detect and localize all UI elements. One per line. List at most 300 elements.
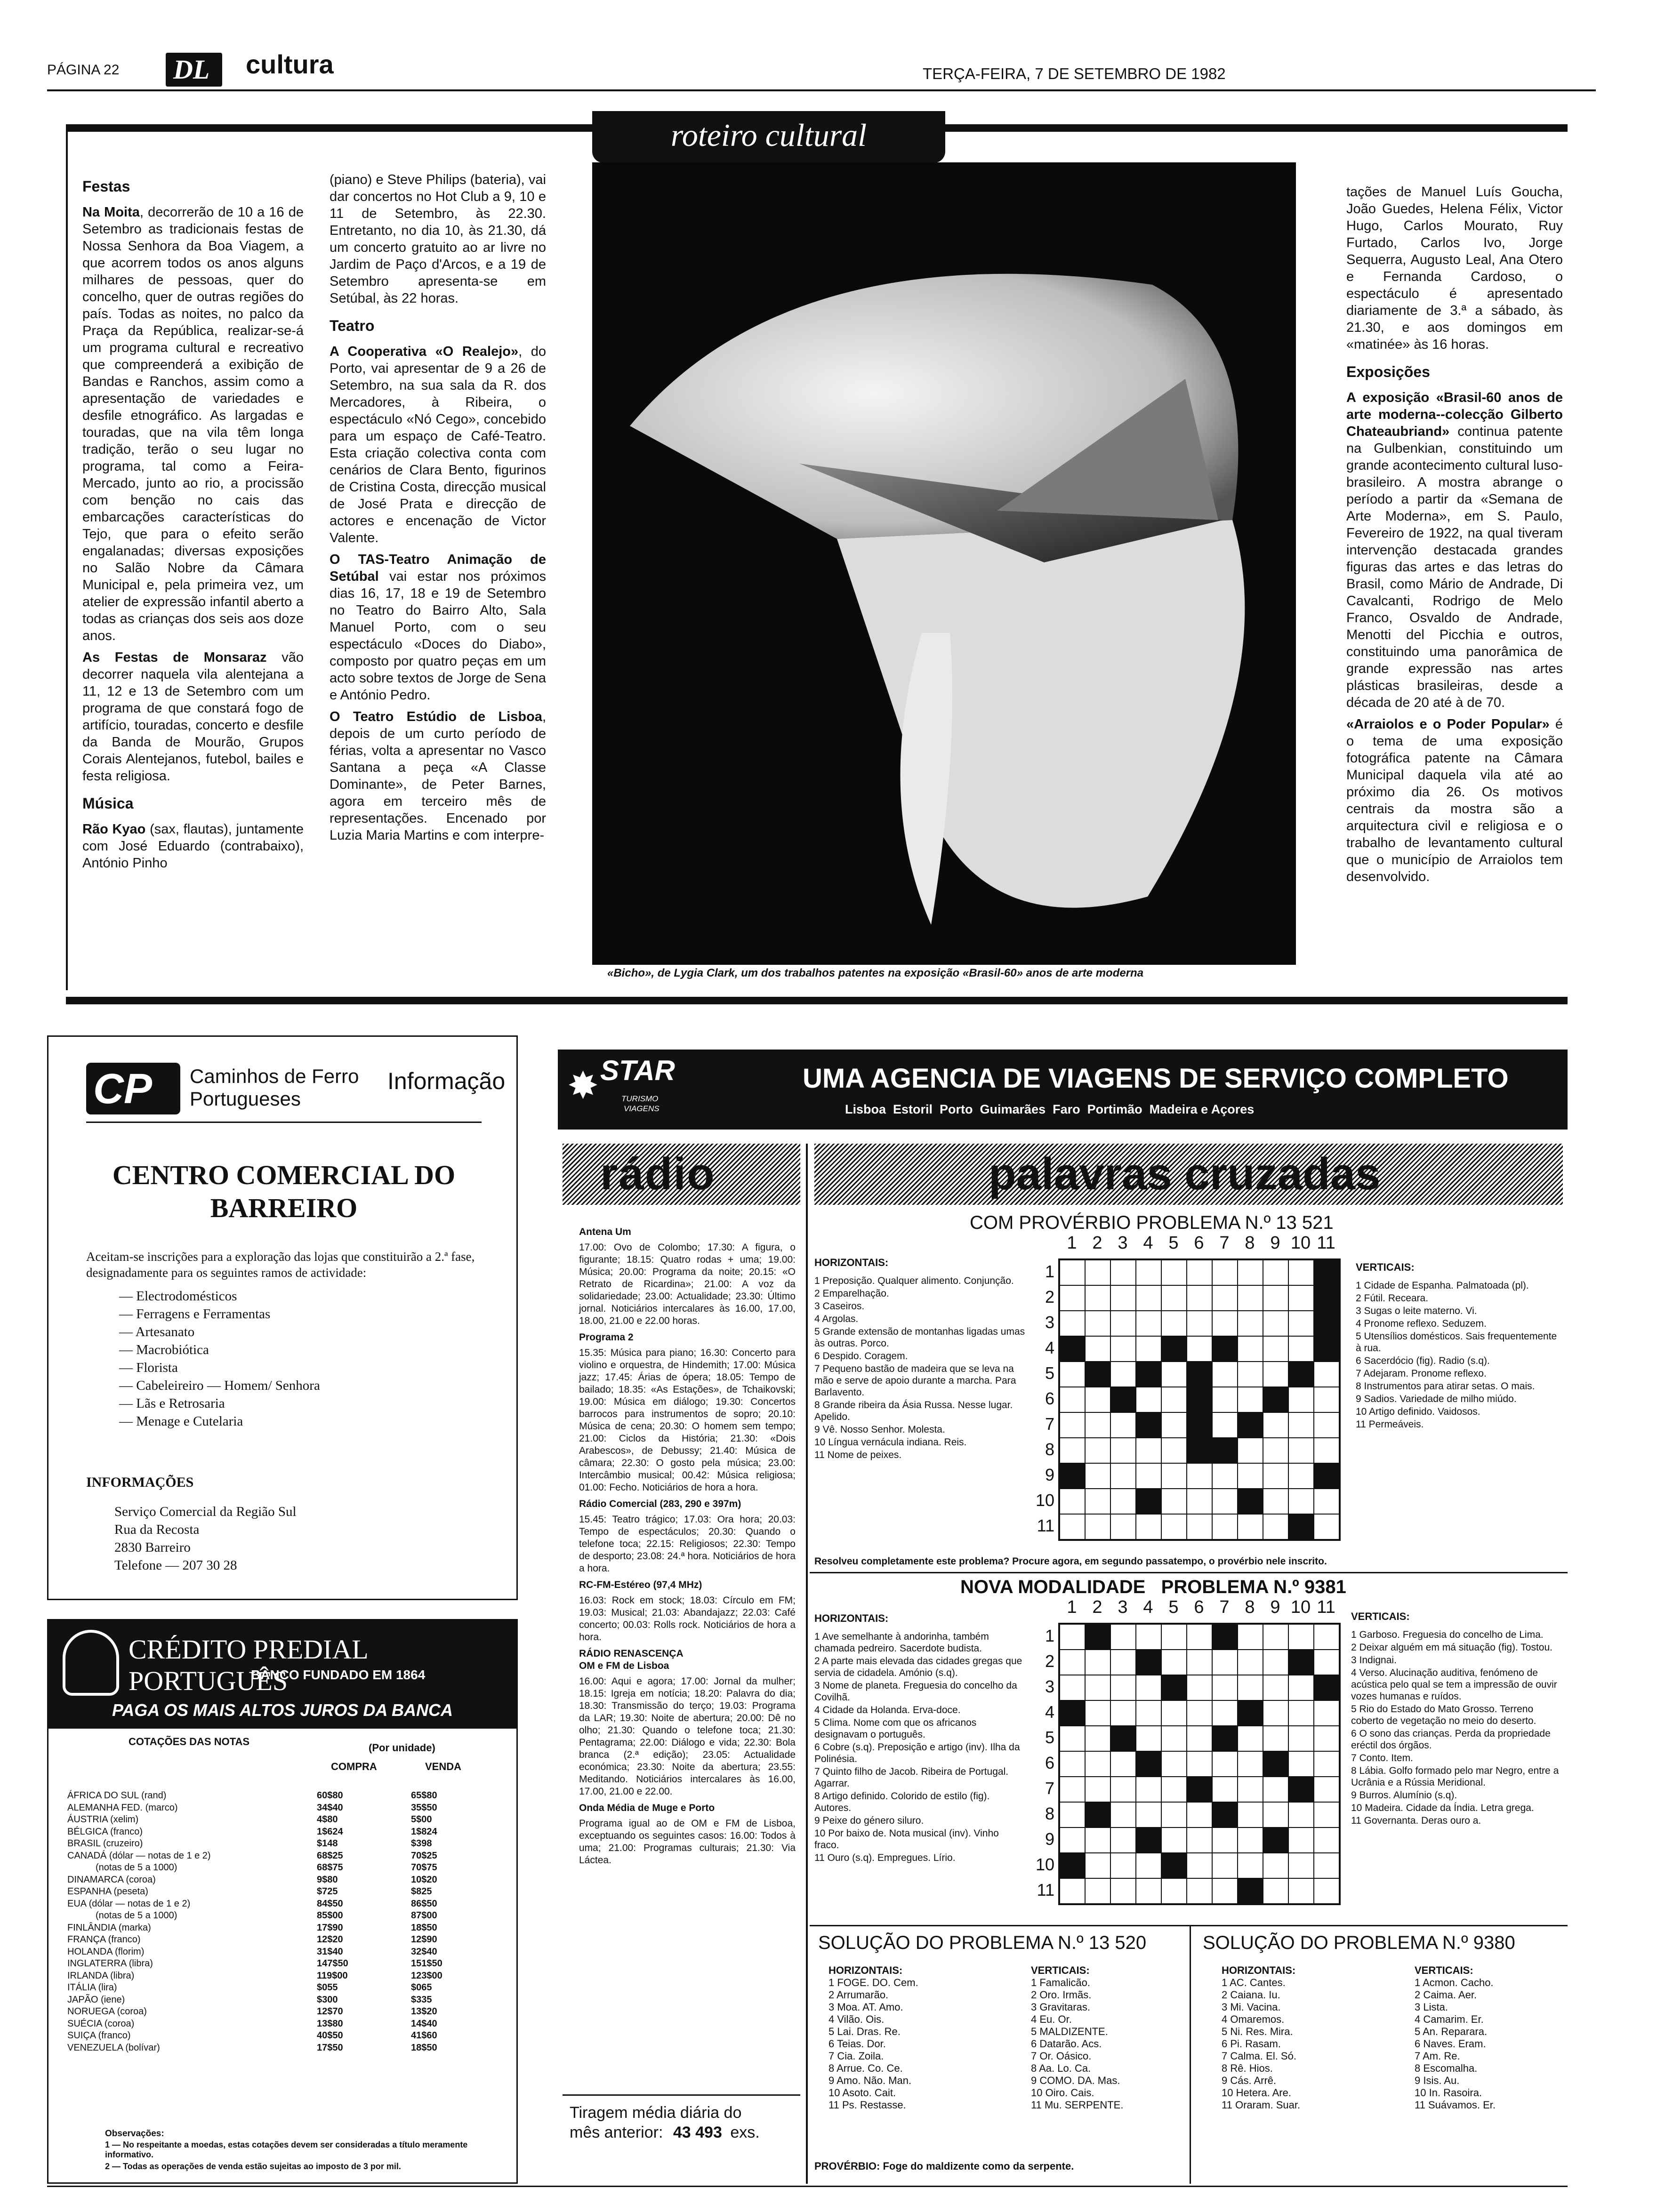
- crossword-cell[interactable]: [1314, 1777, 1339, 1802]
- crossword-cell[interactable]: [1238, 1260, 1263, 1285]
- crossword-cell[interactable]: [1238, 1777, 1263, 1802]
- crossword-cell[interactable]: [1212, 1675, 1238, 1700]
- crossword-cell[interactable]: [1212, 1362, 1238, 1387]
- crossword-cell[interactable]: [1060, 1802, 1085, 1827]
- rcfm-title: RC-FM-Estéreo (97,4 MHz): [579, 1579, 702, 1590]
- crossword-cell[interactable]: [1263, 1362, 1288, 1387]
- crossword-cell[interactable]: [1110, 1624, 1136, 1650]
- crossword-cell[interactable]: [1161, 1624, 1187, 1650]
- crossword-cell[interactable]: [1110, 1438, 1136, 1463]
- crossword-cell[interactable]: [1238, 1285, 1263, 1311]
- crossword-cell[interactable]: [1263, 1726, 1288, 1751]
- crossword-cell[interactable]: [1314, 1700, 1339, 1726]
- rate-currency: IRLANDA (libra): [67, 1970, 135, 1981]
- crossword-cell[interactable]: [1212, 1463, 1238, 1489]
- crossword-cell[interactable]: [1314, 1726, 1339, 1751]
- crossword-cell[interactable]: [1314, 1650, 1339, 1675]
- crossword-cell[interactable]: [1288, 1336, 1314, 1362]
- clue: 7 Pequeno bastão de madeira que se leva na mão e serve de apoio durante a marcha. Para Barlavento.: [814, 1363, 1016, 1398]
- crossword-cell[interactable]: [1060, 1260, 1085, 1285]
- crossword-cell[interactable]: [1212, 1751, 1238, 1777]
- crossword-cell: [1288, 1650, 1314, 1675]
- crossword-cell[interactable]: [1288, 1285, 1314, 1311]
- crossword-cell[interactable]: [1238, 1853, 1263, 1878]
- clue: 1 Ave semelhante à andorinha, também chamada pedreiro. Sacerdote budista.: [814, 1631, 989, 1654]
- clue: 10 Por baixo de. Nota musical (inv). Vinho fraco.: [814, 1828, 999, 1851]
- clue: 10 Oiro. Cais.: [1031, 2087, 1094, 2099]
- crossword-cell: [1212, 1802, 1238, 1827]
- crossword-cell[interactable]: [1085, 1463, 1110, 1489]
- crossword-cell[interactable]: [1263, 1853, 1288, 1878]
- crossword-cell[interactable]: [1263, 1260, 1288, 1285]
- crossword-cell[interactable]: [1060, 1751, 1085, 1777]
- crossword-cell[interactable]: [1085, 1751, 1110, 1777]
- crossword-cell[interactable]: [1212, 1514, 1238, 1539]
- crossword-cell[interactable]: [1110, 1675, 1136, 1700]
- cp-item: — Menage e Cutelaria: [119, 1414, 243, 1429]
- crossword-cell[interactable]: [1314, 1853, 1339, 1878]
- crossword-cell: [1060, 1700, 1085, 1726]
- cp-title-1: CENTRO COMERCIAL DO: [112, 1160, 456, 1190]
- clue: 3 Moa. AT. Amo.: [828, 2001, 903, 2013]
- crossword-cell[interactable]: [1085, 1285, 1110, 1311]
- crossword-cell[interactable]: [1187, 1311, 1212, 1336]
- sol1-proverb: PROVÉRBIO: Foge do maldizente como da serpente.: [814, 2160, 1074, 2172]
- crossword-cell[interactable]: [1060, 1878, 1085, 1904]
- rate-compra: 68$75: [317, 1862, 343, 1873]
- crossword-cell[interactable]: [1263, 1285, 1288, 1311]
- cw-row-number: 1: [1045, 1262, 1054, 1281]
- rate-currency: CANADÁ (dólar — notas de 1 e 2): [67, 1850, 211, 1861]
- rate-compra: 31$40: [317, 1946, 343, 1957]
- crossword-cell[interactable]: [1238, 1650, 1263, 1675]
- rate-venda: $825: [411, 1886, 432, 1897]
- crossword-cell[interactable]: [1161, 1311, 1187, 1336]
- crossword-cell[interactable]: [1136, 1514, 1161, 1539]
- crossword-cell[interactable]: [1161, 1387, 1187, 1412]
- crossword-cell: [1110, 1726, 1136, 1751]
- crossword-cell[interactable]: [1238, 1362, 1263, 1387]
- clue: 1 Preposição. Qualquer alimento. Conjunção.: [814, 1275, 1014, 1286]
- rate-compra: 13$80: [317, 2018, 343, 2029]
- crossword-cell[interactable]: [1085, 1650, 1110, 1675]
- crossword-cell[interactable]: [1314, 1362, 1339, 1387]
- crossword-cell[interactable]: [1110, 1650, 1136, 1675]
- crossword-cell[interactable]: [1161, 1751, 1187, 1777]
- crossword-cell[interactable]: [1238, 1438, 1263, 1463]
- rate-row: [67, 1826, 482, 1838]
- crossword-cell[interactable]: [1238, 1387, 1263, 1412]
- radio-title: rádio: [600, 1149, 716, 1199]
- realejo-para: A Cooperativa «O Realejo», do Porto, vai apresentar de 9 a 26 de Setembro, na sua sala da R. dos Mercadores, à Ribeira, o espectáculo «Nó Cego», concebido para um espaço de Café-Teatro. Esta criação colectiva conta com cenários de Clara Bento, figurinos de Cristina Costa, direcção musical de José Prata e direcção de actores e encenação de Victor Valente.: [330, 344, 546, 545]
- crossword-cell[interactable]: [1314, 1412, 1339, 1438]
- crossword-cell[interactable]: [1288, 1802, 1314, 1827]
- crossword-cell[interactable]: [1060, 1311, 1085, 1336]
- clue: 11 Nome de peixes.: [814, 1450, 902, 1460]
- clue: 4 Eu. Or.: [1031, 2013, 1072, 2025]
- star-cities: Lisboa Estoril Porto Guimarães Faro Portimão Madeira e Açores: [845, 1102, 1255, 1116]
- crossword-cell[interactable]: [1187, 1878, 1212, 1904]
- crossword-cell[interactable]: [1110, 1311, 1136, 1336]
- crossword-cell[interactable]: [1161, 1700, 1187, 1726]
- crossword-cell[interactable]: [1238, 1336, 1263, 1362]
- clue: 11 Oraram. Suar.: [1222, 2099, 1301, 2111]
- crossword-cell[interactable]: [1238, 1624, 1263, 1650]
- crossword-cell[interactable]: [1136, 1700, 1161, 1726]
- crossword-cell[interactable]: [1238, 1751, 1263, 1777]
- crossword-cell[interactable]: [1085, 1412, 1110, 1438]
- crossword-cell[interactable]: [1060, 1726, 1085, 1751]
- crossword-cell: [1060, 1853, 1085, 1878]
- rate-currency: NORUEGA (coroa): [67, 2006, 147, 2017]
- cw-col-number: 5: [1168, 1233, 1179, 1253]
- crossword-cell[interactable]: [1085, 1853, 1110, 1878]
- crossword-cell[interactable]: [1314, 1387, 1339, 1412]
- crossword-cell[interactable]: [1136, 1260, 1161, 1285]
- crossword-cell[interactable]: [1110, 1260, 1136, 1285]
- rate-row: [67, 1850, 482, 1862]
- crossword-cell[interactable]: [1110, 1412, 1136, 1438]
- crossword-cell[interactable]: [1161, 1489, 1187, 1514]
- crossword-cell[interactable]: [1085, 1878, 1110, 1904]
- crossword-cell: [1314, 1260, 1339, 1285]
- clue: 8 Aa. Lo. Ca.: [1031, 2062, 1091, 2074]
- crossword-cell[interactable]: [1161, 1650, 1187, 1675]
- crossword-cell[interactable]: [1288, 1751, 1314, 1777]
- clue: 6 Teias. Dor.: [828, 2038, 886, 2050]
- comercial-title: Rádio Comercial (283, 290 e 397m): [579, 1499, 741, 1509]
- crossword-cell[interactable]: [1288, 1438, 1314, 1463]
- crossword-cell[interactable]: [1060, 1412, 1085, 1438]
- rate-row: [67, 1958, 482, 1970]
- clue: 2 Oro. Irmãs.: [1031, 1989, 1092, 2001]
- crossword-cell[interactable]: [1288, 1260, 1314, 1285]
- crossword-cell[interactable]: [1060, 1827, 1085, 1853]
- crossword-cell: [1136, 1412, 1161, 1438]
- crossword-cell: [1187, 1362, 1212, 1387]
- cw-p1-note: Resolveu completamente este problema? Procure agora, em segundo passatempo, o provérbio nele inscrito.: [814, 1556, 1327, 1567]
- clue: 2 Fútil. Receara.: [1356, 1293, 1429, 1304]
- crossword-cell[interactable]: [1238, 1675, 1263, 1700]
- crossword-cell[interactable]: [1212, 1412, 1238, 1438]
- crossword-cell[interactable]: [1187, 1827, 1212, 1853]
- clue: 1 Cidade de Espanha. Palmatoada (pl).: [1356, 1280, 1529, 1291]
- crossword-cell[interactable]: [1212, 1853, 1238, 1878]
- rate-compra: 12$70: [317, 2006, 343, 2017]
- crossword-cell[interactable]: [1238, 1514, 1263, 1539]
- clue: 6 Naves. Eram.: [1415, 2038, 1486, 2050]
- crossword-cell[interactable]: [1187, 1675, 1212, 1700]
- crossword-cell[interactable]: [1136, 1336, 1161, 1362]
- crossword-cell[interactable]: [1085, 1438, 1110, 1463]
- crossword-cell[interactable]: [1110, 1777, 1136, 1802]
- cw-p1-grid[interactable]: [1058, 1258, 1341, 1541]
- crossword-cell[interactable]: [1110, 1802, 1136, 1827]
- crossword-cell[interactable]: [1085, 1700, 1110, 1726]
- crossword-cell[interactable]: [1288, 1311, 1314, 1336]
- crossword-cell[interactable]: [1314, 1751, 1339, 1777]
- crossword-cell[interactable]: [1314, 1878, 1339, 1904]
- crossword-cell[interactable]: [1060, 1514, 1085, 1539]
- crossword-cell[interactable]: [1288, 1412, 1314, 1438]
- crossword-cell[interactable]: [1288, 1489, 1314, 1514]
- crossword-cell[interactable]: [1085, 1827, 1110, 1853]
- crossword-cell[interactable]: [1187, 1260, 1212, 1285]
- roteiro-left-border: [66, 124, 68, 990]
- crossword-cell[interactable]: [1288, 1463, 1314, 1489]
- crossword-cell[interactable]: [1288, 1675, 1314, 1700]
- crossword-cell[interactable]: [1060, 1387, 1085, 1412]
- crossword-cell[interactable]: [1288, 1827, 1314, 1853]
- crossword-cell[interactable]: [1085, 1336, 1110, 1362]
- crossword-cell[interactable]: [1085, 1387, 1110, 1412]
- cw-row-number: 3: [1045, 1313, 1054, 1332]
- crossword-cell[interactable]: [1161, 1827, 1187, 1853]
- crossword-cell[interactable]: [1238, 1802, 1263, 1827]
- crossword-cell[interactable]: [1263, 1624, 1288, 1650]
- crossword-cell[interactable]: [1136, 1463, 1161, 1489]
- crossword-cell[interactable]: [1060, 1675, 1085, 1700]
- cw-col-number: 6: [1194, 1233, 1204, 1253]
- clue: 5 Rio do Estado do Mato Grosso. Terreno coberto de vegetação no meio do deserto.: [1351, 1704, 1536, 1726]
- rate-currency: (notas de 5 a 1000): [96, 1910, 177, 1921]
- crossword-cell[interactable]: [1263, 1463, 1288, 1489]
- muge-title: Onda Média de Muge e Porto: [579, 1803, 715, 1813]
- cw-col-number: 9: [1270, 1597, 1280, 1617]
- radio-panel: [558, 1144, 805, 2184]
- cp-address: [114, 1503, 297, 1574]
- crossword-cell[interactable]: [1110, 1700, 1136, 1726]
- rate-row: [67, 1898, 482, 1910]
- crossword-cell[interactable]: [1187, 1853, 1212, 1878]
- crossword-cell[interactable]: [1263, 1412, 1288, 1438]
- crossword-cell[interactable]: [1263, 1700, 1288, 1726]
- cw-col-number: 9: [1270, 1233, 1280, 1253]
- rate-row: [67, 2030, 482, 2042]
- sol1-horizontal: [828, 1964, 918, 2111]
- crossword-cell[interactable]: [1288, 1387, 1314, 1412]
- crossword-cell: [1212, 1438, 1238, 1463]
- crossword-cell[interactable]: [1212, 1387, 1238, 1412]
- crossword-cell[interactable]: [1161, 1802, 1187, 1827]
- crossword-cell[interactable]: [1263, 1514, 1288, 1539]
- clue: 7 Conto. Item.: [1351, 1753, 1413, 1763]
- clue: 4 Camarim. Er.: [1415, 2013, 1484, 2025]
- crossword-cell[interactable]: [1060, 1362, 1085, 1387]
- crossword-cell[interactable]: [1263, 1489, 1288, 1514]
- cpp-obs-title: Observações:: [105, 2129, 164, 2139]
- crossword-cell[interactable]: [1161, 1438, 1187, 1463]
- crossword-cell[interactable]: [1110, 1285, 1136, 1311]
- crossword-cell[interactable]: [1110, 1853, 1136, 1878]
- crossword-cell[interactable]: [1136, 1802, 1161, 1827]
- crossword-cell[interactable]: [1085, 1726, 1110, 1751]
- crossword-cell[interactable]: [1110, 1489, 1136, 1514]
- tiragem-rule: [563, 2094, 800, 2096]
- page-date: TERÇA-FEIRA, 7 DE SETEMBRO DE 1982: [923, 65, 1226, 82]
- crossword-cell[interactable]: [1314, 1438, 1339, 1463]
- crossword-cell[interactable]: [1187, 1726, 1212, 1751]
- rate-currency: SUIÇA (franco): [67, 2030, 131, 2041]
- crossword-cell[interactable]: [1187, 1624, 1212, 1650]
- crossword-cell[interactable]: [1110, 1751, 1136, 1777]
- rate-venda: 1$824: [411, 1826, 437, 1837]
- cw-row-number: 10: [1036, 1855, 1055, 1874]
- crossword-cell[interactable]: [1136, 1438, 1161, 1463]
- crossword-cell[interactable]: [1263, 1777, 1288, 1802]
- crossword-cell[interactable]: [1212, 1311, 1238, 1336]
- crossword-cell[interactable]: [1288, 1700, 1314, 1726]
- crossword-cell[interactable]: [1263, 1438, 1288, 1463]
- crossword-cell: [1288, 1362, 1314, 1387]
- crossword-cell[interactable]: [1212, 1777, 1238, 1802]
- crossword-cell[interactable]: [1263, 1650, 1288, 1675]
- crossword-cell[interactable]: [1212, 1827, 1238, 1853]
- crossword-cell: [1314, 1285, 1339, 1311]
- cw-col-number: 10: [1290, 1597, 1311, 1617]
- crossword-cell[interactable]: [1187, 1463, 1212, 1489]
- crossword-cell[interactable]: [1314, 1624, 1339, 1650]
- crossword-cell[interactable]: [1060, 1489, 1085, 1514]
- cp-rule: [86, 1122, 482, 1123]
- crossword-cell[interactable]: [1110, 1336, 1136, 1362]
- crossword-cell[interactable]: [1136, 1675, 1161, 1700]
- crossword-cell[interactable]: [1263, 1675, 1288, 1700]
- cp-item: — Florista: [119, 1360, 178, 1375]
- crossword-cell[interactable]: [1161, 1878, 1187, 1904]
- cpp-compra-header: COMPRA: [331, 1761, 377, 1772]
- crossword-cell[interactable]: [1085, 1489, 1110, 1514]
- crossword-cell[interactable]: [1263, 1878, 1288, 1904]
- crossword-cell[interactable]: [1238, 1827, 1263, 1853]
- crossword-cell[interactable]: [1212, 1878, 1238, 1904]
- crossword-cell[interactable]: [1187, 1514, 1212, 1539]
- cw-row-number: 7: [1045, 1414, 1054, 1434]
- clue: 1 AC. Cantes.: [1222, 1977, 1286, 1988]
- crossword-cell[interactable]: [1136, 1777, 1161, 1802]
- cw-row-number: 6: [1045, 1753, 1054, 1772]
- crossword-cell[interactable]: [1161, 1777, 1187, 1802]
- antena-um-title: Antena Um: [579, 1226, 631, 1237]
- crossword-cell[interactable]: [1085, 1777, 1110, 1802]
- cp-item: — Electrodomésticos: [119, 1289, 237, 1304]
- crossword-cell[interactable]: [1187, 1700, 1212, 1726]
- crossword-cell[interactable]: [1314, 1489, 1339, 1514]
- crossword-cell[interactable]: [1187, 1489, 1212, 1514]
- sol2-horizontal: [1222, 1964, 1300, 2111]
- crossword-cell[interactable]: [1288, 1624, 1314, 1650]
- crossword-cell[interactable]: [1136, 1285, 1161, 1311]
- crossword-cell[interactable]: [1187, 1802, 1212, 1827]
- crossword-cell[interactable]: [1060, 1624, 1085, 1650]
- crossword-cell[interactable]: [1060, 1285, 1085, 1311]
- crossword-cell[interactable]: [1238, 1463, 1263, 1489]
- cpp-obs-2: 2 — Todas as operações de venda estão sujeitas ao imposto de 3 por mil.: [105, 2162, 401, 2171]
- crossword-cell[interactable]: [1110, 1362, 1136, 1387]
- clue: 6 Despido. Coragem.: [814, 1351, 908, 1362]
- clue: 2 Caiana. Iu.: [1222, 1989, 1280, 2001]
- crossword-cell[interactable]: [1161, 1463, 1187, 1489]
- crossword-cell[interactable]: [1161, 1260, 1187, 1285]
- cw-p2-grid[interactable]: [1058, 1623, 1341, 1905]
- crossword-cell[interactable]: [1085, 1514, 1110, 1539]
- crossword-cell[interactable]: [1136, 1878, 1161, 1904]
- crossword-cell[interactable]: [1263, 1802, 1288, 1827]
- crossword-cell[interactable]: [1187, 1336, 1212, 1362]
- crossword-cell: [1263, 1751, 1288, 1777]
- crossword-cell[interactable]: [1187, 1285, 1212, 1311]
- crossword-cell[interactable]: [1161, 1514, 1187, 1539]
- crossword-cell[interactable]: [1161, 1285, 1187, 1311]
- crossword-cell[interactable]: [1314, 1514, 1339, 1539]
- crossword-cell[interactable]: [1060, 1438, 1085, 1463]
- cp-addr-line: Serviço Comercial da Região Sul: [114, 1504, 297, 1519]
- rate-venda: 5$00: [411, 1814, 432, 1825]
- crossword-cell[interactable]: [1212, 1700, 1238, 1726]
- crossword-cell[interactable]: [1263, 1336, 1288, 1362]
- crossword-cell[interactable]: [1187, 1751, 1212, 1777]
- rate-compra: 147$50: [317, 1958, 348, 1969]
- crossword-cell[interactable]: [1212, 1489, 1238, 1514]
- crossword-cell[interactable]: [1161, 1412, 1187, 1438]
- clue: 10 Hetera. Are.: [1222, 2087, 1291, 2099]
- crossword-cell[interactable]: [1060, 1650, 1085, 1675]
- crossword-cell[interactable]: [1136, 1311, 1161, 1336]
- crossword-cell[interactable]: [1110, 1463, 1136, 1489]
- crossword-cell[interactable]: [1161, 1362, 1187, 1387]
- crossword-cell[interactable]: [1212, 1650, 1238, 1675]
- clue: 6 O sono das crianças. Perda da propriedade eréctil dos órgãos.: [1351, 1728, 1551, 1751]
- crossword-cell[interactable]: [1288, 1726, 1314, 1751]
- crossword-cell[interactable]: [1085, 1311, 1110, 1336]
- crossword-cell[interactable]: [1288, 1878, 1314, 1904]
- crossword-cell[interactable]: [1136, 1624, 1161, 1650]
- clue: 9 Vê. Nosso Senhor. Molesta.: [814, 1424, 945, 1435]
- cw-row-number: 3: [1045, 1677, 1054, 1696]
- roteiro-bottom-rule: [66, 997, 1568, 1004]
- crossword-cell[interactable]: [1314, 1802, 1339, 1827]
- clue: 1 Acmon. Cacho.: [1415, 1977, 1494, 1988]
- crossword-cell[interactable]: [1161, 1726, 1187, 1751]
- crossword-cell[interactable]: [1288, 1853, 1314, 1878]
- crossword-cell[interactable]: [1110, 1514, 1136, 1539]
- crossword-cell[interactable]: [1314, 1827, 1339, 1853]
- crossword-cell[interactable]: [1212, 1260, 1238, 1285]
- crossword-cell: [1263, 1827, 1288, 1853]
- cp-addr-line: Telefone — 207 30 28: [114, 1558, 237, 1573]
- crossword-cell[interactable]: [1060, 1777, 1085, 1802]
- crossword-cell[interactable]: [1238, 1311, 1263, 1336]
- clue: 2 Caima. Aer.: [1415, 1989, 1477, 2001]
- clue: 5 Utensílios domésticos. Sais frequentemente à rua.: [1356, 1331, 1557, 1354]
- crossword-cell[interactable]: [1085, 1675, 1110, 1700]
- crossword-cell[interactable]: [1263, 1311, 1288, 1336]
- crossword-cell[interactable]: [1110, 1827, 1136, 1853]
- crossword-cell[interactable]: [1136, 1387, 1161, 1412]
- crossword-cell[interactable]: [1212, 1285, 1238, 1311]
- crossword-cell[interactable]: [1110, 1878, 1136, 1904]
- rate-venda: 86$50: [411, 1898, 437, 1909]
- cw-col-number: 1: [1067, 1233, 1077, 1253]
- cw-col-number: 5: [1168, 1597, 1179, 1617]
- crossword-cell[interactable]: [1136, 1726, 1161, 1751]
- rate-venda: 18$50: [411, 1922, 437, 1933]
- crossword-cell[interactable]: [1238, 1726, 1263, 1751]
- crossword-cell[interactable]: [1187, 1650, 1212, 1675]
- clue: 9 Cás. Arrê.: [1222, 2075, 1277, 2086]
- crossword-cell[interactable]: [1085, 1260, 1110, 1285]
- crossword-cell[interactable]: [1136, 1853, 1161, 1878]
